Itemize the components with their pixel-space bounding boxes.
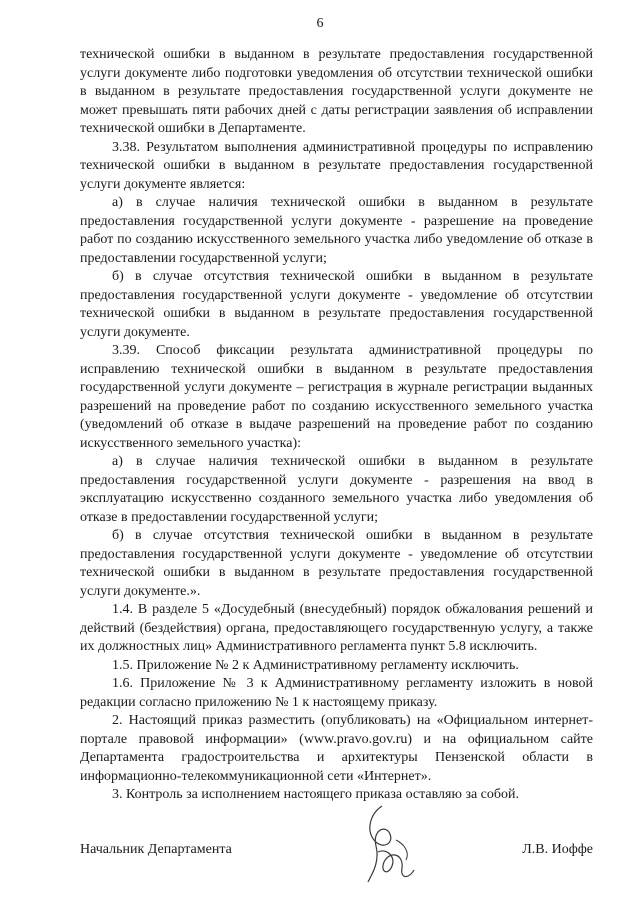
paragraph-3-39-b: б) в случае отсутствия технической ошибки в выданном в результате предоставления государственной услуги документе - уведомление об отсутствии технической ошибки в выданном в результате предоставления государственной услуги документе.». (80, 528, 593, 599)
paragraph-1-4: 1.4. В разделе 5 «Досудебный (внесудебный) порядок обжалования решений и действий (бездействия) органа, предоставляющего государственную услугу, а также их должностных лиц» Административного регламента пункт 5.8 исключить. (80, 602, 593, 654)
paragraph-3-39: 3.39. Способ фиксации результата административной процедуры по исправлению технической ошибки в выданном в результате предоставления государственной услуги документе – регистрация в журнале регистрации выданных разрешений на проведение работ по созданию искусственного земельного участка (уведомлений об отказе в выдаче разрешений на проведение работ по созданию искусственного земельного участка): (80, 343, 593, 451)
paragraph-continuation: технической ошибки в выданном в результате предоставления государственной услуги документе либо подготовки уведомления об отсутствии технической ошибки в выданном в результате предоставления государственной услуги документе не может превышать пяти рабочих дней с даты регистрации заявления об исправлении технической ошибки в Департаменте. (80, 47, 593, 136)
paragraph-1-6: 1.6. Приложение № 3 к Административному регламенту изложить в новой редакции согласно приложению № 1 к настоящему приказу. (80, 676, 593, 710)
paragraph-3: 3. Контроль за исполнением настоящего приказа оставляю за собой. (112, 787, 520, 802)
paragraph-3-38-b: б) в случае отсутствия технической ошибки в выданном в результате предоставления государственной услуги документе - уведомление об отсутствии технической ошибки в выданном в результате предоставления государственной услуги документе. (80, 269, 593, 340)
paragraph-3-38: 3.38. Результатом выполнения административной процедуры по исправлению технической ошибки в выданном в результате предоставления государственной услуги документе является: (80, 139, 593, 192)
paragraph-1-5: 1.5. Приложение № 2 к Административному регламенту исключить. (112, 657, 519, 673)
paragraph-3-38-a: а) в случае наличия технической ошибки в выданном в результате предоставления государственной услуги документе - разрешение на проведение работ по созданию искусственного земельного участка либо уведомление об отказе в предоставлении государственной услуги; (80, 195, 593, 266)
document-body (80, 46, 593, 805)
signer-title: Начальник Департамента (80, 842, 232, 857)
page-number: 6 (316, 16, 324, 31)
paragraph-2: 2. Настоящий приказ разместить (опубликовать) на «Официальном интернет-портале правовой информации» (www.pravo.gov.ru) и на официальном сайте Департамента градостроительства и архитектуры Пензенской области в информационно-телекоммуникационной сети «Интернет». (80, 713, 593, 784)
signer-name: Л.В. Иоффе (522, 842, 593, 857)
paragraph-3-39-a: а) в случае наличия технической ошибки в выданном в результате предоставления государственной услуги документе - разрешения на ввод в эксплуатацию искусственно созданного земельного участка либо уведомления об отказе в предоставлении государственной услуги; (80, 454, 593, 525)
signature-block (80, 842, 593, 862)
